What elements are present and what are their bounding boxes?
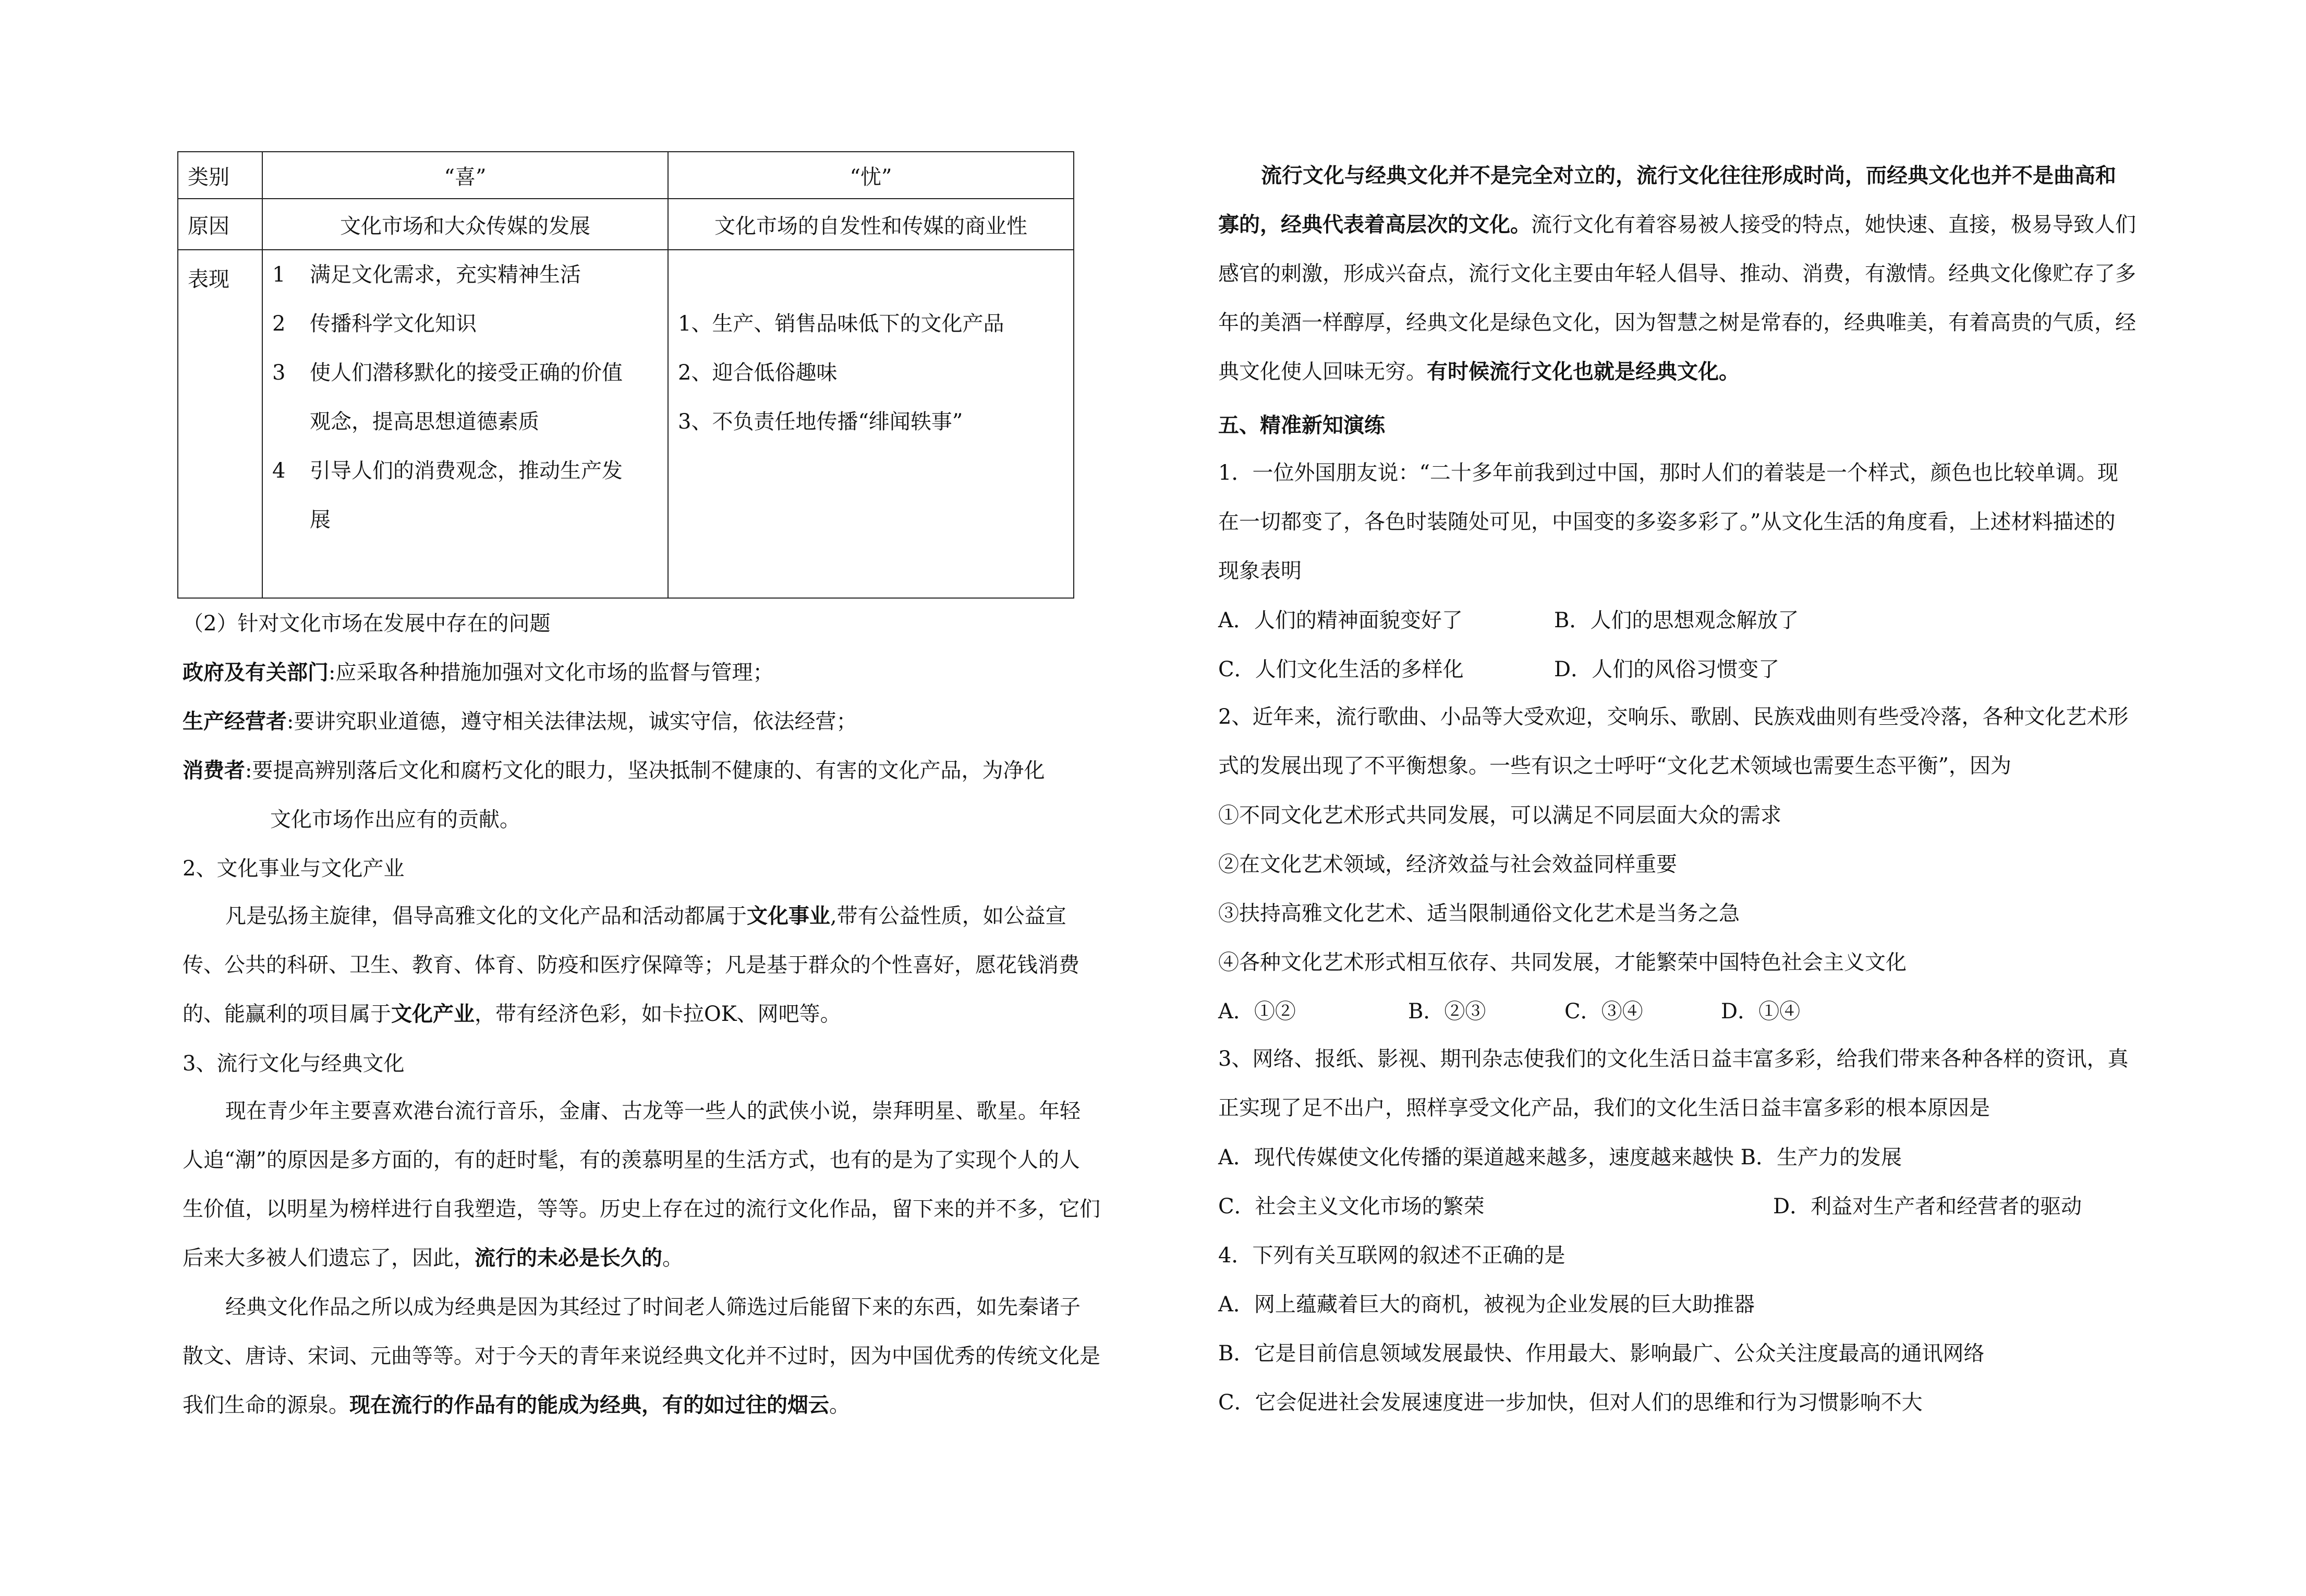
header-category: 类别 — [178, 152, 262, 199]
paragraph-pop-culture: 现在青少年主要喜欢港台流行音乐，金庸、古龙等一些人的武侠小说，崇拜明星、歌星。年轻人追“潮”的原因是多方面的，有的赶时髦，有的羡慕明星的生活方式，也有的是为了实现个人的人生价值，以明星为榜样进行自我塑造，等等。历史上存在过的流行文化作品，留下来的并不多，它们后来大多被人们遗忘了，因此，流行的未必是长久的。 — [183, 1099, 1100, 1270]
xi-item: 1 满足文化需求，充实精神生活 — [272, 263, 581, 287]
producer-line: 生产经营者:要讲究职业道德，遵守相关法律法规，诚实守信，依法经营； — [183, 709, 857, 734]
consumer-line-cont: 文化市场作出应有的贡献。 — [270, 808, 520, 832]
q2-statement-4: ④各种文化艺术形式相互依存、共同发展，才能繁荣中国特色社会主义文化 — [1218, 951, 1907, 974]
you-item: 3、不负责任地传播“绯闻轶事” — [678, 410, 963, 434]
performance-label: 表现 — [178, 250, 262, 598]
q1-option-b: B．人们的思想观念解放了 — [1554, 608, 1799, 632]
q1-option-a: A．人们的精神面貌变好了 — [1218, 608, 1463, 632]
question-4: 4．下列有关互联网的叙述不正确的是 — [1218, 1244, 1565, 1268]
q3-option-a: A．现代传媒使文化传播的渠道越来越多，速度越来越快 B．生产力的发展 — [1218, 1146, 1902, 1169]
q4-option-a: A．网上蕴藏着巨大的商机，被视为企业发展的巨大助推器 — [1218, 1293, 1755, 1317]
header-you: “忧” — [668, 152, 1074, 199]
reason-label: 原因 — [178, 199, 262, 250]
q2-option-a: A．①② — [1218, 1000, 1296, 1024]
left-subheading: （2）针对文化市场在发展中存在的问题 — [183, 612, 551, 636]
q1-option-d: D．人们的风俗习惯变了 — [1554, 657, 1780, 681]
xi-item: 2 传播科学文化知识 — [272, 312, 477, 336]
xi-item: 3 使人们潜移默化的接受正确的价值 — [272, 361, 623, 385]
q3-option-d: D．利益对生产者和经营者的驱动 — [1773, 1195, 2082, 1219]
q2-option-b: B．②③ — [1408, 1000, 1486, 1024]
q2-statement-3: ③扶持高雅文化艺术、适当限制通俗文化艺术是当务之急 — [1218, 901, 1740, 925]
you-item: 1、生产、销售品味低下的文化产品 — [678, 312, 1004, 336]
heading-5: 五、精准新知演练 — [1218, 413, 1385, 437]
header-xi: “喜” — [262, 152, 668, 199]
xi-item-cont: 观念，提高思想道德素质 — [310, 410, 539, 434]
reason-xi: 文化市场和大众传媒的发展 — [262, 199, 668, 250]
performance-xi — [262, 250, 668, 598]
gov-line: 政府及有关部门:应采取各种措施加强对文化市场的监督与管理； — [183, 660, 774, 685]
heading-3: 3、流行文化与经典文化 — [183, 1052, 405, 1076]
table-row-reason — [178, 199, 1074, 250]
question-1: 1．一位外国朋友说：“二十多年前我到过中国，那时人们的着装是一个样式，颜色也比较单调。现在一切都变了，各色时装随处可见，中国变的多姿多彩了。”从文化生活的角度看，上述材料描述的现象表明 — [1218, 461, 2118, 583]
table-row-performance — [178, 250, 1074, 598]
q3-option-c: C．社会主义文化市场的繁荣 — [1218, 1195, 1485, 1219]
paragraph-culture-industry: 凡是弘扬主旋律，倡导高雅文化的文化产品和活动都属于文化事业,带有公益性质，如公益宣传、公共的科研、卫生、教育、体育、防疫和医疗保障等；凡是基于群众的个性喜好，愿花钱消费的、能赢利的项目属于文化产业，带有经济色彩，如卡拉OK、网吧等。 — [183, 904, 1079, 1026]
you-item: 2、迎合低俗趣味 — [678, 361, 838, 385]
question-3: 3、网络、报纸、影视、期刊杂志使我们的文化生活日益丰富多彩，给我们带来各种各样的资讯，真正实现了足不出户，照样享受文化产品，我们的文化生活日益丰富多彩的根本原因是 — [1218, 1047, 2129, 1120]
heading-2: 2、文化事业与文化产业 — [183, 857, 405, 881]
question-2: 2、近年来，流行歌曲、小品等大受欢迎，交响乐、歌剧、民族戏曲则有些受冷落，各种文化艺术形式的发展出现了不平衡想象。一些有识之士呼吁“文化艺术领域也需要生态平衡”，因为 — [1218, 705, 2129, 778]
consumer-line: 消费者:要提高辨别落后文化和腐朽文化的眼力，坚决抵制不健康的、有害的文化产品，为净化 — [183, 758, 1045, 783]
q1-option-c: C．人们文化生活的多样化 — [1218, 657, 1464, 681]
xi-item-cont: 展 — [310, 508, 331, 532]
table-header-row — [178, 152, 1074, 199]
paragraph-classic-culture: 经典文化作品之所以成为经典是因为其经过了时间老人筛选过后能留下来的东西，如先秦诸子散文、唐诗、宋词、元曲等等。对于今天的青年来说经典文化并不过时，因为中国优秀的传统文化是我们生命的源泉。现在流行的作品有的能成为经典，有的如过往的烟云。 — [183, 1295, 1100, 1417]
q2-statement-1: ①不同文化艺术形式共同发展，可以满足不同层面大众的需求 — [1218, 803, 1781, 827]
xi-item: 4 引导人们的消费观念，推动生产发 — [272, 459, 623, 483]
q2-option-c: C．③④ — [1564, 1000, 1643, 1024]
paragraph-pop-vs-classic: 流行文化与经典文化并不是完全对立的，流行文化往往形成时尚，而经典文化也并不是曲高和寡的，经典代表着高层次的文化。流行文化有着容易被人接受的特点，她快速、直接，极易导致人们感官的刺激，形成兴奋点，流行文化主要由年轻人倡导、推动、消费，有激情。经典文化像贮存了多年的美酒一样醇厚，经典文化是绿色文化，因为智慧之树是常春的，经典唯美，有着高贵的气质，经典文化使人回味无穷。有时候流行文化也就是经典文化。 — [1218, 163, 2136, 384]
q4-option-c: C．它会促进社会发展速度进一步加快，但对人们的思维和行为习惯影响不大 — [1218, 1391, 1923, 1415]
q2-statement-2: ②在文化艺术领域，经济效益与社会效益同样重要 — [1218, 852, 1677, 876]
reason-you: 文化市场的自发性和传媒的商业性 — [668, 199, 1074, 250]
q4-option-b: B．它是目前信息领域发展最快、作用最大、影响最广、公众关注度最高的通讯网络 — [1218, 1342, 1985, 1366]
performance-you — [668, 250, 1074, 598]
comparison-table — [177, 151, 1074, 599]
q2-option-d: D．①④ — [1721, 1000, 1801, 1024]
